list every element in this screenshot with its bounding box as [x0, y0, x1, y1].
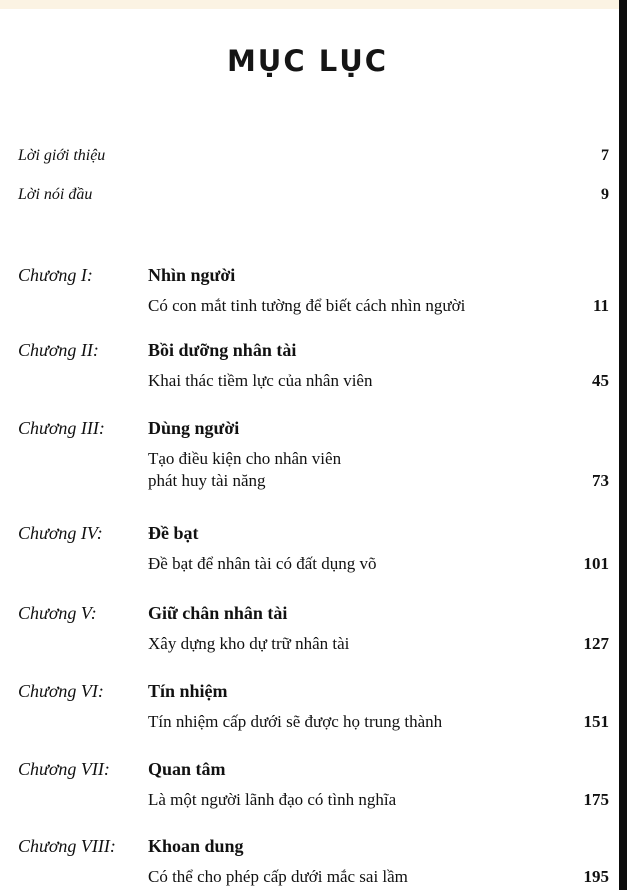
toc-entry-introduction[interactable]: [0, 146, 615, 176]
toc-chapter-5[interactable]: [0, 602, 615, 678]
chapter-title: Giữ chân nhân tài: [148, 603, 288, 623]
toc-chapter-7[interactable]: [0, 758, 615, 834]
chapter-page: 73: [592, 471, 609, 490]
chapter-page: 11: [592, 296, 609, 315]
toc-entry-label: Lời giới thiệu: [18, 147, 106, 164]
chapter-subtitle: Khai thác tiềm lực của nhân viên: [148, 371, 373, 390]
chapter-title: Quan tâm: [148, 759, 226, 779]
toc-entry-preface[interactable]: [0, 185, 615, 215]
top-page-strip: [0, 0, 627, 9]
chapter-subtitle: Đề bạt để nhân tài có đất dụng võ: [148, 554, 377, 573]
toc-entry-page: 7: [601, 147, 609, 164]
chapter-label: Chương VI:: [18, 681, 104, 701]
chapter-label: Chương V:: [18, 603, 97, 623]
chapter-label: Chương I:: [18, 265, 93, 285]
chapter-title: Nhìn người: [148, 265, 236, 285]
chapter-label: Chương IV:: [18, 523, 103, 543]
toc-chapter-3[interactable]: [0, 417, 615, 513]
chapter-label: Chương VIII:: [18, 836, 116, 856]
toc-entry-page: 9: [601, 186, 609, 203]
toc-chapter-1[interactable]: [0, 264, 615, 340]
chapter-subtitle: Là một người lãnh đạo có tình nghĩa: [148, 790, 397, 809]
chapter-subtitle: Xây dựng kho dự trữ nhân tài: [148, 634, 350, 653]
chapter-label: Chương II:: [18, 340, 99, 360]
chapter-title: Khoan dung: [148, 836, 244, 856]
chapter-title: Đề bạt: [148, 523, 199, 543]
chapter-page: 175: [583, 790, 609, 809]
chapter-title: Dùng người: [148, 418, 240, 438]
toc-chapter-8[interactable]: [0, 835, 615, 890]
chapter-page: 101: [583, 554, 609, 573]
chapter-subtitle: Có thể cho phép cấp dưới mắc sai lầm: [148, 867, 408, 886]
chapter-title: Tín nhiệm: [148, 681, 228, 701]
chapter-subtitle: Tín nhiệm cấp dưới sẽ được họ trung thành: [148, 712, 443, 731]
page-edge-shadow: [619, 0, 627, 890]
chapter-subtitle: Có con mắt tinh tường để biết cách nhìn người: [148, 296, 466, 315]
chapter-page: 151: [583, 712, 609, 731]
chapter-page: 45: [592, 371, 609, 390]
chapter-page: 195: [583, 867, 609, 886]
chapter-label: Chương III:: [18, 418, 105, 438]
page-title: MỤC LỤC: [226, 44, 389, 78]
chapter-subtitle: Tạo điều kiện cho nhân viên phát huy tài năng: [148, 449, 342, 490]
toc-chapter-4[interactable]: [0, 522, 615, 598]
toc-chapter-2[interactable]: [0, 339, 615, 415]
toc-entry-label: Lời nói đầu: [18, 186, 93, 203]
chapter-label: Chương VII:: [18, 759, 110, 779]
chapter-title: Bồi dưỡng nhân tài: [148, 340, 297, 360]
chapter-page: 127: [583, 634, 609, 653]
toc-chapter-6[interactable]: [0, 680, 615, 756]
